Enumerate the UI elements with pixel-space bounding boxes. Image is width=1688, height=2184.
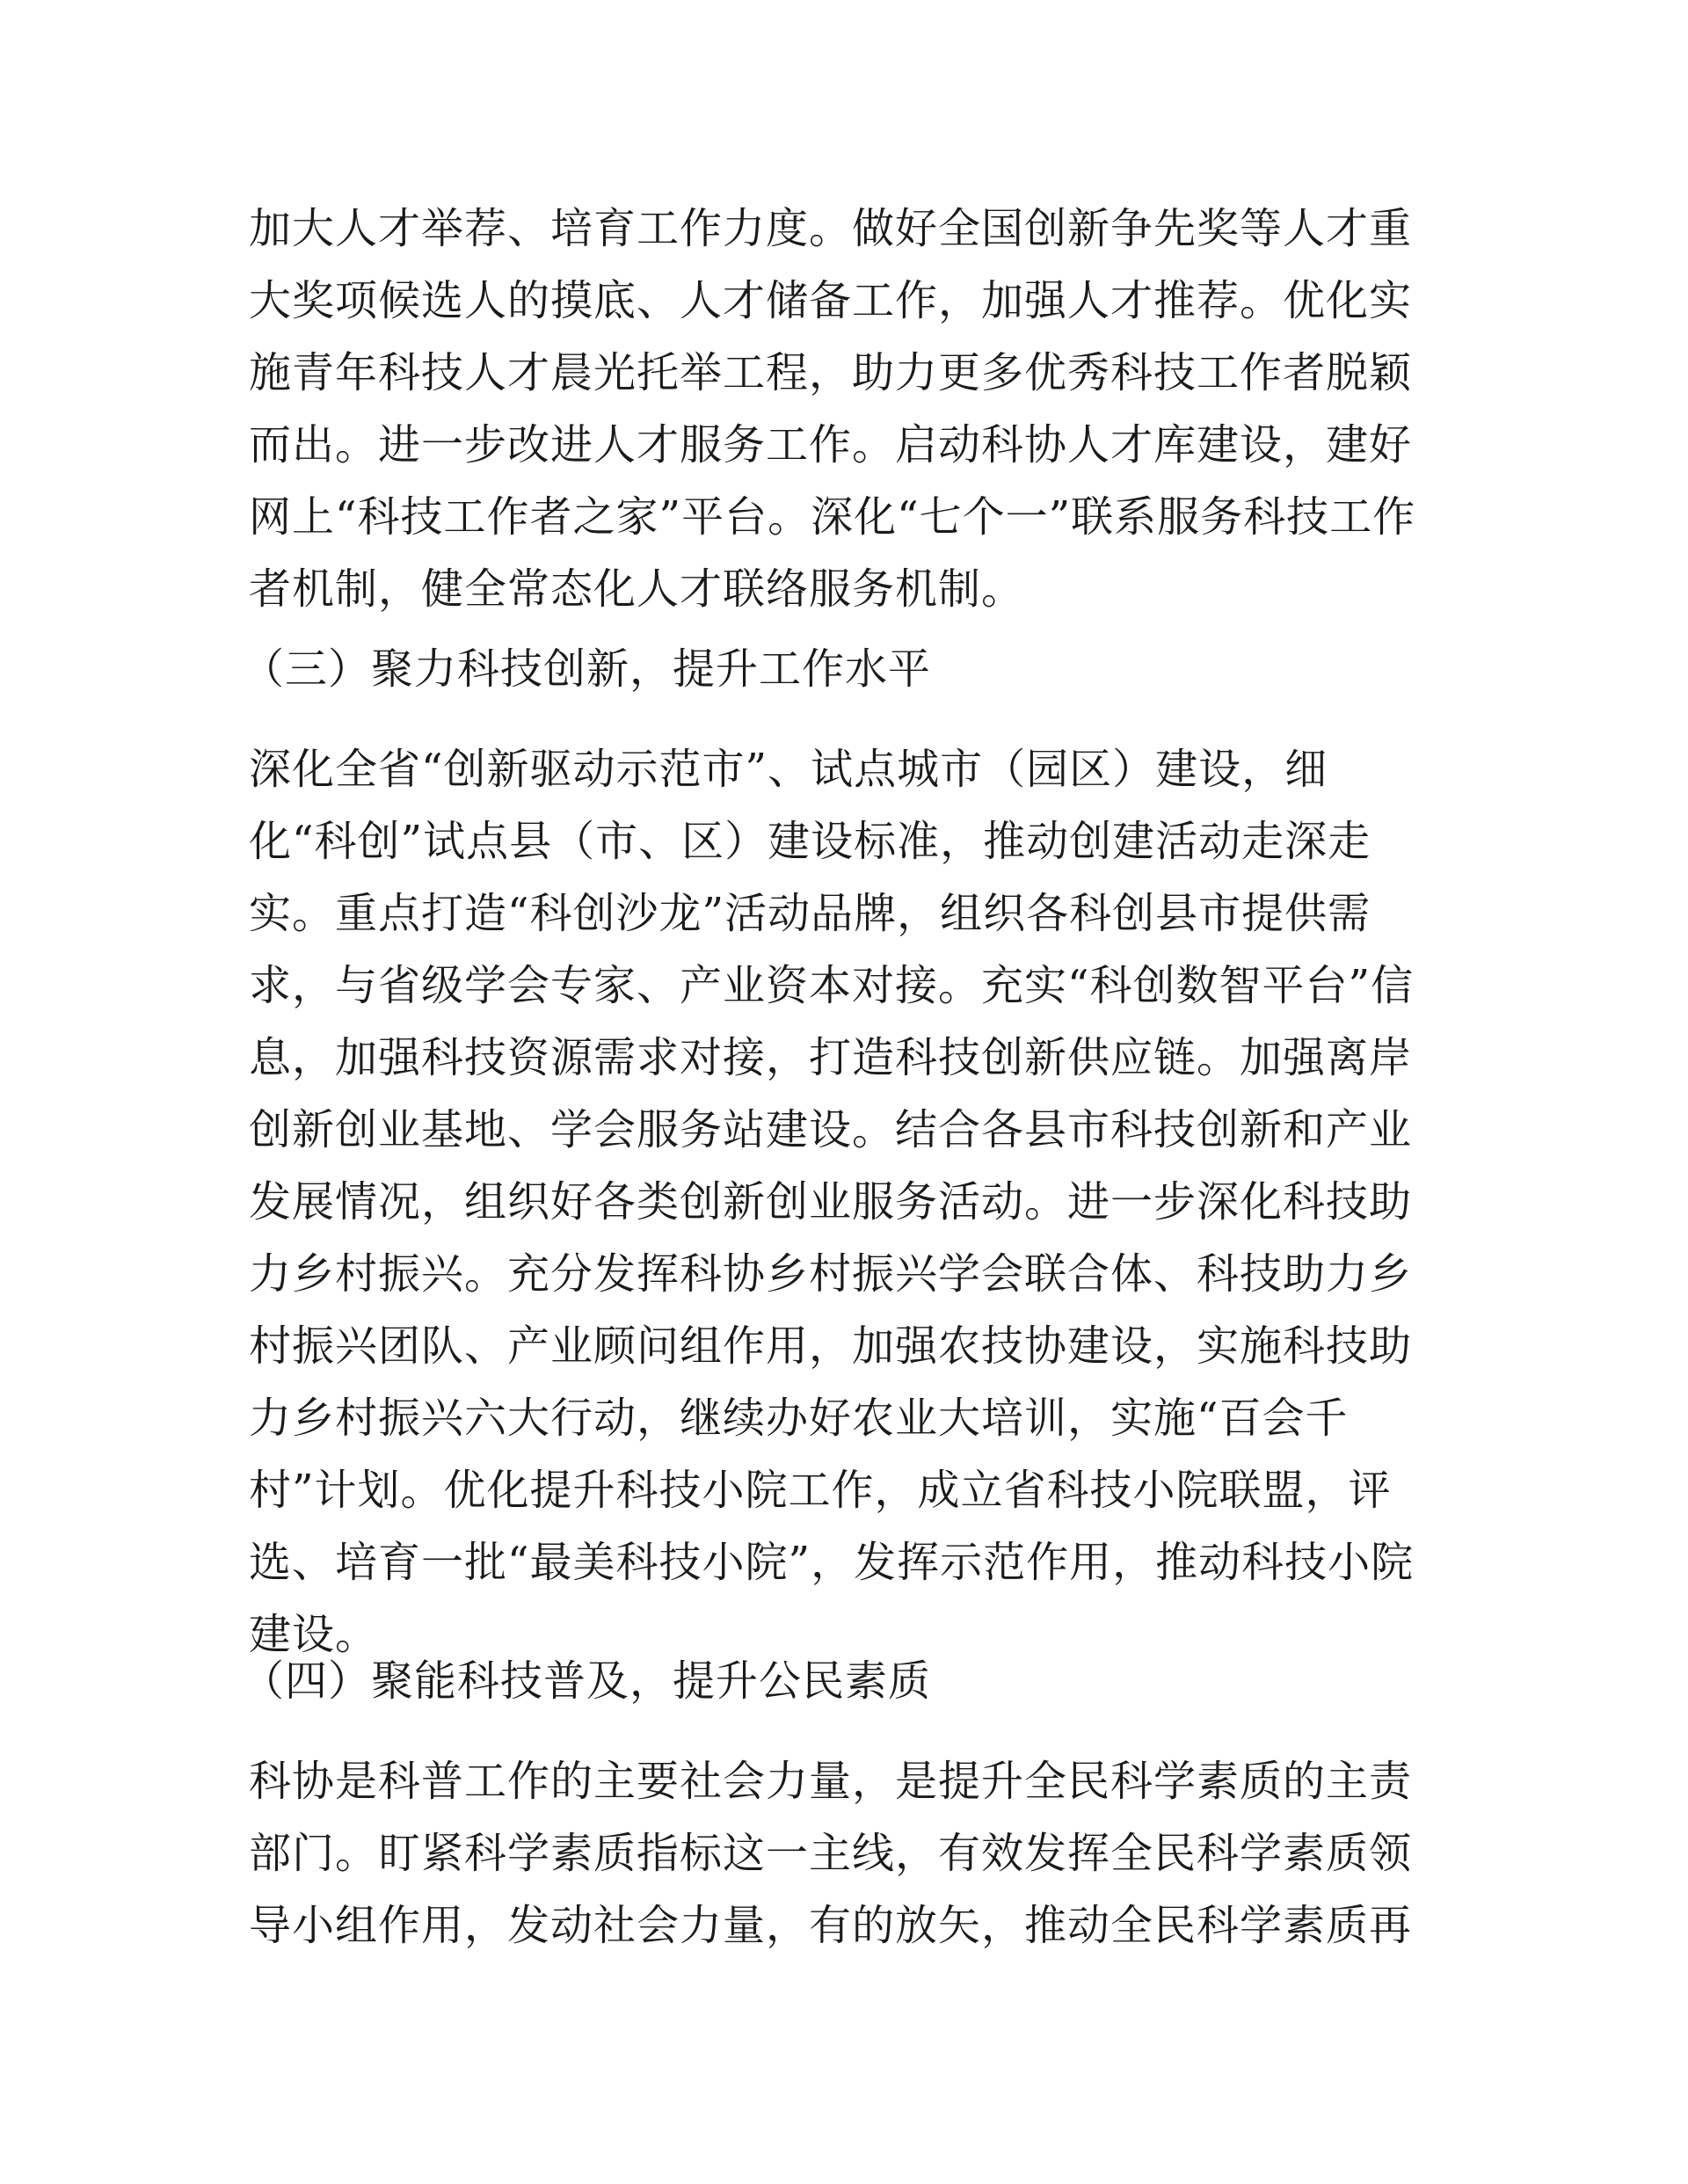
paragraph-tech-innovation bbox=[249, 733, 1444, 1671]
text-line: 建设。 bbox=[249, 1610, 379, 1659]
text-line: 创新创业基地、学会服务站建设。结合各县市科技创新和产业 bbox=[249, 1105, 1413, 1154]
text-line: 求，与省级学会专家、产业资本对接。充实“科创数智平台”信 bbox=[249, 961, 1415, 1010]
section-heading-4: （四）聚能科技普及，提升公民素质 bbox=[242, 1656, 932, 1706]
text-line: 发展情况，组织好各类创新创业服务活动。进一步深化科技助 bbox=[249, 1177, 1413, 1227]
text-line: 大奖项候选人的摸底、人才储备工作，加强人才推荐。优化实 bbox=[249, 276, 1413, 325]
text-line: 深化全省“创新驱动示范市”、试点城市（园区）建设，细 bbox=[249, 745, 1328, 794]
text-line: 加大人才举荐、培育工作力度。做好全国创新争先奖等人才重 bbox=[249, 204, 1413, 253]
paragraph-science-popularization bbox=[249, 1745, 1444, 1962]
text-line: 者机制，健全常态化人才联络服务机制。 bbox=[249, 564, 1025, 614]
text-line: 力乡村振兴六大行动，继续办好农业大培训，实施“百会千 bbox=[249, 1394, 1349, 1443]
text-line: 村振兴团队、产业顾问组作用，加强农技协建设，实施科技助 bbox=[249, 1321, 1413, 1371]
text-line: 村”计划。优化提升科技小院工作，成立省科技小院联盟，评 bbox=[249, 1466, 1392, 1515]
text-line: 化“科创”试点县（市、区）建设标准，推动创建活动走深走 bbox=[249, 817, 1372, 866]
text-line: 力乡村振兴。充分发挥科协乡村振兴学会联合体、科技助力乡 bbox=[249, 1249, 1413, 1299]
text-line: 选、培育一批“最美科技小院”，发挥示范作用，推动科技小院 bbox=[249, 1538, 1415, 1587]
text-line: 施青年科技人才晨光托举工程，助力更多优秀科技工作者脱颖 bbox=[249, 348, 1413, 397]
text-line: 息，加强科技资源需求对接，打造科技创新供应链。加强离岸 bbox=[249, 1033, 1413, 1082]
section-heading-3: （三）聚力科技创新，提升工作水平 bbox=[242, 644, 932, 694]
text-line: 而出。进一步改进人才服务工作。启动科协人才库建设，建好 bbox=[249, 420, 1413, 470]
text-line: 实。重点打造“科创沙龙”活动品牌，组织各科创县市提供需 bbox=[249, 889, 1372, 938]
text-line: 网上“科技工作者之家”平台。深化“七个一”联系服务科技工作 bbox=[249, 492, 1416, 542]
text-line: 导小组作用，发动社会力量，有的放矢，推动全民科学素质再 bbox=[249, 1901, 1413, 1950]
text-line: 部门。盯紧科学素质指标这一主线，有效发挥全民科学素质领 bbox=[249, 1829, 1413, 1878]
text-line: 科协是科普工作的主要社会力量，是提升全民科学素质的主责 bbox=[249, 1757, 1413, 1806]
paragraph-talent-service bbox=[249, 193, 1444, 625]
